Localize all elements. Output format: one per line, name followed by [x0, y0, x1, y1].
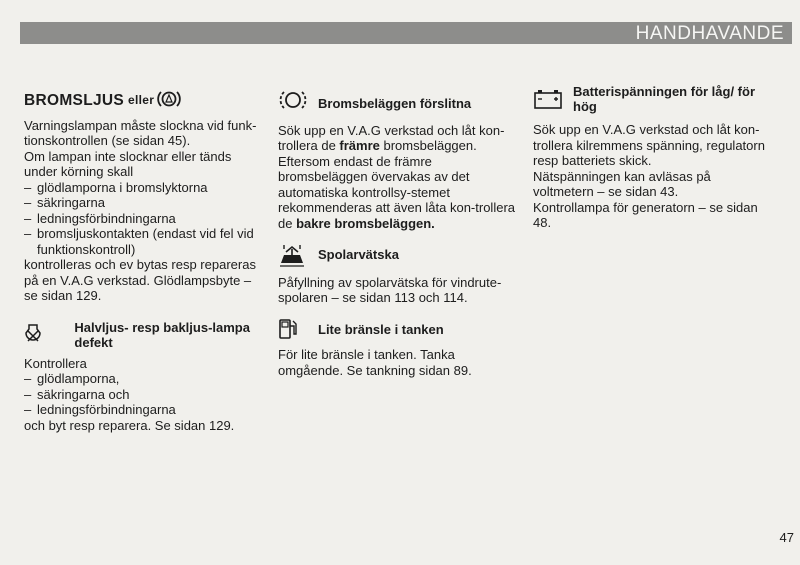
- fuel-title: Lite bränsle i tanken: [318, 321, 444, 337]
- list-item: – bromsljuskontakten (endast vid fel vid funktionskontroll): [24, 226, 264, 257]
- right-column: [533, 84, 773, 231]
- lamp-check-list: [24, 371, 264, 418]
- battery-icon: [533, 88, 573, 114]
- list-item: – säkringarna: [24, 195, 264, 211]
- lamp-heading: [24, 320, 264, 350]
- lamp-text-2: och byt resp reparera. Se sidan 129.: [24, 417, 235, 433]
- list-item: – glödlamporna,: [24, 371, 264, 387]
- pads-title: Bromsbeläggen förslitna: [318, 96, 472, 111]
- page-number: 47: [779, 530, 794, 545]
- washer-title: Spolarvätska: [318, 247, 399, 262]
- lamp-title: Halvljus- resp bakljus-lampa defekt: [74, 319, 250, 350]
- pads-text-2: Eftersom endast de främre bromsbeläggen övervakas av det automatiska kontrollsy-stemet rekommenderas att även låta kon-trollera de bakre bromsbeläggen.: [278, 153, 516, 231]
- pads-heading: [278, 88, 518, 116]
- washer-heading: [278, 243, 518, 271]
- brake-text-1: Varningslampan måste slockna vid funk-tionskontrollen (se sidan 45).: [24, 117, 257, 148]
- bulb-defect-icon: [24, 323, 48, 347]
- brake-warning-icon: [156, 88, 182, 114]
- battery-heading: [533, 84, 773, 114]
- battery-title: Batterispänningen för låg/ för hög: [573, 84, 756, 114]
- brake-pad-wear-icon: [278, 88, 318, 116]
- left-column: [24, 88, 264, 433]
- battery-text-2: Nätspänningen kan avläsas på voltmetern – se sidan 43.: [533, 168, 711, 199]
- brake-light-title-or: eller: [128, 93, 155, 107]
- fuel-text-1: För lite bränsle i tanken. Tanka omgående. Se tankning sidan 89.: [278, 347, 472, 378]
- list-item: – glödlamporna i bromslyktorna: [24, 180, 264, 196]
- battery-text-3: Kontrollampa för generatorn – se sidan 48.: [533, 199, 758, 230]
- list-item: – ledningsförbindningarna: [24, 211, 264, 227]
- list-item: – säkringarna och: [24, 387, 264, 403]
- battery-text-1: Sök upp en V.A.G verkstad och låt kon-trollera kilremmens spänning, regulatorn resp batteriets skick.: [533, 122, 765, 168]
- list-item: – ledningsförbindningarna: [24, 402, 264, 418]
- washer-text-1: Påfyllning av spolarvätska för vindrute-spolaren – se sidan 113 och 114.: [278, 274, 502, 305]
- pads-text-1: Sök upp en V.A.G verkstad och låt kon-trollera de främre bromsbeläggen.: [278, 122, 505, 153]
- washer-fluid-icon: [278, 243, 318, 271]
- page-title: HANDHAVANDE: [635, 23, 784, 44]
- brake-text-3: kontrolleras och ev bytas resp repareras på en V.A.G verkstad. Glödlampsbyte – se sidan 129.: [24, 257, 256, 303]
- brake-check-list: [24, 180, 264, 258]
- brake-text-2: Om lampan inte slocknar eller tänds under körning skall: [24, 148, 232, 179]
- fuel-pump-icon: [278, 318, 318, 344]
- middle-column: [278, 88, 518, 378]
- brake-light-title: BROMSLJUS: [24, 92, 125, 109]
- lamp-text-1: Kontrollera: [24, 355, 87, 371]
- header-bar: [20, 22, 792, 44]
- brake-light-heading: [24, 88, 264, 114]
- fuel-heading: [278, 318, 518, 344]
